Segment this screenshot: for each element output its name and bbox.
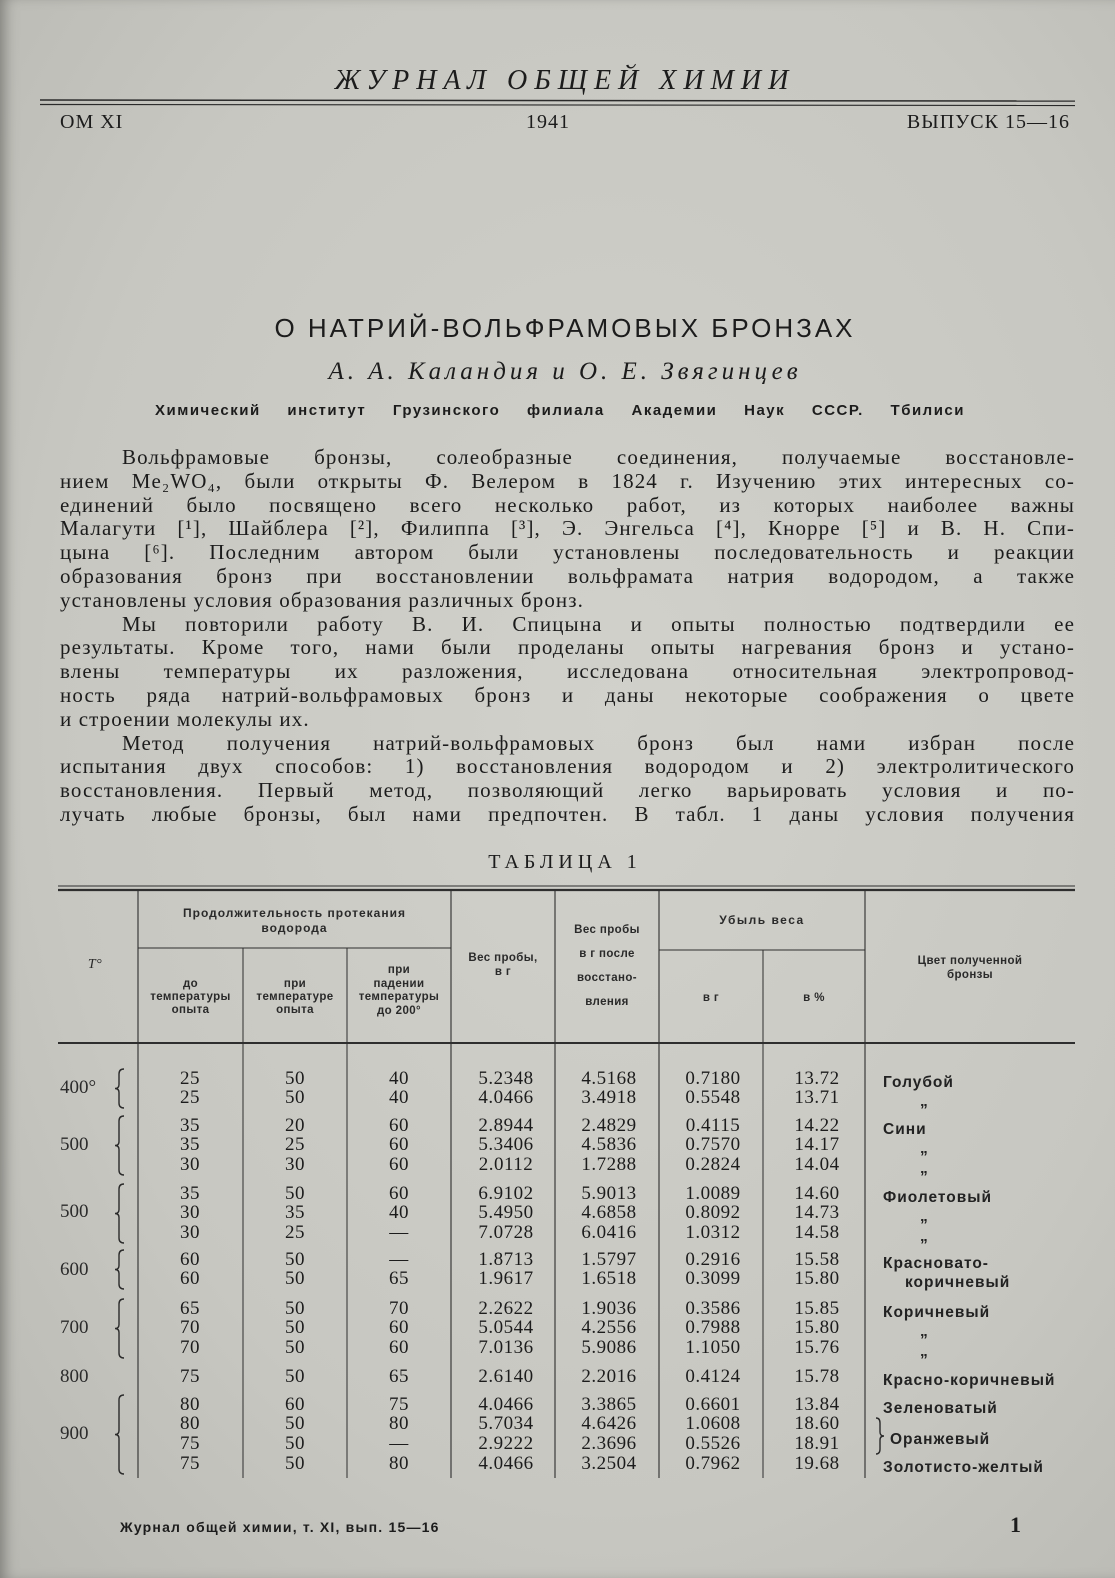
bronze-color-label: Голубой <box>883 1074 954 1091</box>
article-affiliation: Химический институт Грузинского филиала Академии Наук СССР. Тбилиси <box>155 402 965 419</box>
cell-loss-pct: 15.58 <box>794 1249 840 1270</box>
paragraph-line: испытания двух способов: 1) восстановления водородом и 2) электролитического <box>60 754 1075 779</box>
cell-loss-g: 0.4124 <box>685 1366 741 1387</box>
cell-h2-cooling: 60 <box>389 1183 409 1204</box>
header-sample-weight <box>451 951 555 979</box>
cell-h2-at: 50 <box>285 1337 305 1358</box>
cell-sample-weight: 7.0728 <box>478 1222 534 1243</box>
temperature-label: 600 <box>60 1259 89 1280</box>
cell-loss-pct: 14.17 <box>794 1134 840 1155</box>
cell-sample-weight: 4.0466 <box>478 1087 534 1108</box>
ditto-mark: „ <box>920 1228 929 1245</box>
cell-sample-weight: 2.0112 <box>478 1154 534 1175</box>
header-line: Вес пробы, <box>468 952 538 964</box>
cell-weight-after: 1.6518 <box>581 1268 637 1289</box>
header-color <box>865 954 1075 982</box>
bronze-color-label: Оранжевый <box>890 1431 991 1448</box>
journal-title: ЖУРНАЛ ОБЩЕЙ ХИМИИ <box>334 65 796 96</box>
cell-sample-weight: 5.7034 <box>478 1413 534 1434</box>
cell-h2-cooling: 60 <box>389 1134 409 1155</box>
cell-sample-weight: 5.0544 <box>478 1317 534 1338</box>
header-line: вления <box>585 996 629 1008</box>
cell-h2-cooling: 65 <box>389 1366 409 1387</box>
cell-h2-at: 50 <box>285 1087 305 1108</box>
cell-h2-before: 80 <box>180 1394 200 1415</box>
temperature-label: 900 <box>60 1423 89 1444</box>
cell-h2-cooling: 70 <box>389 1298 409 1319</box>
cell-loss-pct: 14.04 <box>794 1154 840 1175</box>
cell-loss-g: 0.4115 <box>685 1115 741 1136</box>
header-line: Цвет полученной <box>917 955 1023 967</box>
cell-h2-at: 50 <box>285 1366 305 1387</box>
header-weight-after <box>555 918 659 1014</box>
cell-weight-after: 6.0416 <box>581 1222 637 1243</box>
cell-h2-before: 75 <box>180 1433 200 1454</box>
cell-h2-before: 70 <box>180 1337 200 1358</box>
article-title: О НАТРИЙ-ВОЛЬФРАМОВЫХ БРОНЗАХ <box>274 313 856 343</box>
paragraph-line: Метод получения натрий-вольфрамовых бронз был нами избран после <box>122 730 1075 755</box>
header-duration-at <box>243 978 347 1017</box>
header-line: падении <box>373 977 425 990</box>
cell-h2-at: 50 <box>285 1317 305 1338</box>
cell-loss-pct: 15.80 <box>794 1317 840 1338</box>
cell-weight-after: 3.3865 <box>581 1394 637 1415</box>
cell-weight-after: 3.2504 <box>581 1453 637 1474</box>
header-duration-group <box>138 906 451 936</box>
cell-h2-cooling: 65 <box>389 1268 409 1289</box>
cell-h2-before: 30 <box>180 1222 200 1243</box>
paragraph-line: влены температуры их разложения, исследована относительная электропровод- <box>60 659 1075 684</box>
issue-label: ВЫПУСК 15—16 <box>906 111 1070 133</box>
temperature-label: 400° <box>60 1077 97 1098</box>
year-label: 1941 <box>526 111 570 133</box>
cell-sample-weight: 5.3406 <box>478 1134 534 1155</box>
header-line: в г после <box>579 948 635 960</box>
cell-loss-g: 0.7180 <box>685 1068 741 1089</box>
cell-weight-after: 2.3696 <box>581 1433 637 1454</box>
cell-h2-cooling: 40 <box>389 1087 409 1108</box>
header-duration-before <box>138 978 243 1017</box>
cell-sample-weight: 2.8944 <box>478 1115 534 1136</box>
paragraph-line: ность ряда натрий-вольфрамовых бронз и даны некоторые соображения о цвете <box>60 682 1075 707</box>
cell-weight-after: 4.5168 <box>581 1068 637 1089</box>
cell-h2-before: 25 <box>180 1068 200 1089</box>
header-line: в г <box>494 966 512 978</box>
cell-loss-pct: 14.60 <box>794 1183 840 1204</box>
temperature-label: 700 <box>60 1317 89 1338</box>
cell-h2-cooling: — <box>389 1249 409 1270</box>
cell-loss-pct: 13.84 <box>794 1394 840 1415</box>
cell-sample-weight: 4.0466 <box>478 1453 534 1474</box>
footer-journal-ref: Журнал общей химии, т. XI, вып. 15—16 <box>120 1519 440 1535</box>
cell-h2-at: 50 <box>285 1298 305 1319</box>
paragraph-line: восстановления. Первый метод, позволяющий легко варьировать условия и по- <box>60 778 1075 803</box>
cell-loss-pct: 18.60 <box>794 1413 840 1434</box>
cell-h2-before: 75 <box>180 1366 200 1387</box>
cell-weight-after: 4.6858 <box>581 1202 637 1223</box>
cell-h2-cooling: 60 <box>389 1337 409 1358</box>
paragraph-line: Мы повторили работу В. И. Спицына и опыты полностью подтвердили ее <box>122 611 1075 636</box>
paragraph-line: Малагути [¹], Шайблера [²], Филиппа [³], Э. Энгельса [⁴], Кнорре [⁵] и В. Н. Спи- <box>60 516 1075 541</box>
ditto-mark: „ <box>920 1323 929 1340</box>
cell-h2-at: 50 <box>285 1268 305 1289</box>
cell-loss-g: 1.0089 <box>685 1183 741 1204</box>
cell-h2-before: 60 <box>180 1268 200 1289</box>
cell-loss-g: 0.8092 <box>685 1202 741 1223</box>
cell-sample-weight: 1.9617 <box>478 1268 534 1289</box>
bronze-color-label: Красно-коричневый <box>883 1372 1056 1389</box>
cell-h2-cooling: — <box>389 1433 409 1454</box>
cell-h2-cooling: 80 <box>389 1453 409 1474</box>
cell-loss-g: 0.7988 <box>685 1317 741 1338</box>
temperature-label: 500 <box>60 1201 89 1222</box>
cell-loss-pct: 13.71 <box>794 1087 840 1108</box>
paragraph-line: установлены условия образования различных бронз. <box>60 587 584 612</box>
header-line: температуре <box>256 991 334 1003</box>
cell-h2-cooling: 80 <box>389 1413 409 1434</box>
cell-loss-g: 0.3586 <box>685 1298 741 1319</box>
cell-weight-after: 4.5836 <box>581 1134 637 1155</box>
cell-loss-pct: 15.85 <box>794 1298 840 1319</box>
cell-loss-pct: 15.76 <box>794 1337 840 1358</box>
cell-sample-weight: 4.0466 <box>478 1394 534 1415</box>
temperature-label: 800 <box>60 1366 89 1387</box>
cell-weight-after: 4.2556 <box>581 1317 637 1338</box>
header-line: температуры <box>358 991 440 1003</box>
cell-loss-pct: 18.91 <box>794 1433 840 1454</box>
header-line: опыта <box>276 1004 314 1016</box>
cell-h2-before: 75 <box>180 1453 200 1474</box>
cell-weight-after: 4.6426 <box>581 1413 637 1434</box>
cell-h2-before: 35 <box>180 1183 200 1204</box>
header-line: Продолжительность протекания <box>183 906 406 920</box>
paragraph-line: нием Me₂WO₄, были открыты Ф. Велером в 1824 г. Изучению этих интересных со- <box>60 468 1075 493</box>
cell-loss-pct: 14.22 <box>794 1115 840 1136</box>
cell-loss-pct: 15.80 <box>794 1268 840 1289</box>
header-loss-pct <box>763 990 865 1006</box>
cell-loss-pct: 19.68 <box>794 1453 840 1474</box>
bronze-color-label: коричневый <box>905 1274 1011 1291</box>
header-line: бронзы <box>946 969 994 981</box>
header-loss-group <box>659 912 865 928</box>
cell-h2-at: 35 <box>285 1202 305 1223</box>
bronze-color-label: Золотисто-желтый <box>883 1459 1044 1476</box>
cell-h2-at: 20 <box>285 1115 305 1136</box>
cell-h2-before: 30 <box>180 1154 200 1175</box>
cell-h2-before: 60 <box>180 1249 200 1270</box>
ditto-mark: „ <box>920 1160 929 1177</box>
header-line: при <box>387 964 411 976</box>
cell-h2-cooling: 60 <box>389 1317 409 1338</box>
header-line: Вес пробы <box>574 924 640 936</box>
cell-h2-before: 80 <box>180 1413 200 1434</box>
cell-h2-at: 50 <box>285 1183 305 1204</box>
article-body <box>60 446 1075 827</box>
cell-sample-weight: 1.8713 <box>478 1249 534 1270</box>
cell-loss-g: 0.3099 <box>685 1268 741 1289</box>
cell-loss-pct: 14.73 <box>794 1202 840 1223</box>
cell-h2-cooling: 75 <box>389 1394 409 1415</box>
cell-weight-after: 1.7288 <box>581 1154 637 1175</box>
header-line: опыта <box>171 1004 210 1016</box>
cell-sample-weight: 7.0136 <box>478 1337 534 1358</box>
ditto-mark: „ <box>920 1093 929 1110</box>
cell-h2-at: 25 <box>285 1134 305 1155</box>
cell-h2-at: 50 <box>285 1413 305 1434</box>
cell-sample-weight: 2.9222 <box>478 1433 534 1454</box>
header-line: Убыль веса <box>719 913 805 927</box>
header-loss-g <box>659 990 763 1006</box>
cell-h2-before: 70 <box>180 1317 200 1338</box>
cell-weight-after: 3.4918 <box>581 1087 637 1108</box>
cell-loss-pct: 14.58 <box>794 1222 840 1243</box>
header-double-rule <box>40 100 1075 106</box>
cell-h2-at: 25 <box>285 1222 305 1243</box>
right-brace-icon <box>876 1418 884 1454</box>
cell-loss-g: 0.6601 <box>685 1394 741 1415</box>
temperature-label: 500 <box>60 1134 89 1155</box>
volume-label: ОМ XI <box>60 111 124 133</box>
cell-h2-at: 30 <box>285 1154 305 1175</box>
cell-loss-g: 1.0312 <box>685 1222 741 1243</box>
cell-loss-pct: 15.78 <box>794 1366 840 1387</box>
header-line: температуры <box>150 991 231 1003</box>
cell-sample-weight: 2.2622 <box>478 1298 534 1319</box>
cell-loss-pct: 13.72 <box>794 1068 840 1089</box>
cell-sample-weight: 2.6140 <box>478 1366 534 1387</box>
cell-weight-after: 2.4829 <box>581 1115 637 1136</box>
header-line: водорода <box>261 921 328 935</box>
cell-sample-weight: 5.2348 <box>478 1068 534 1089</box>
header-line: до <box>182 978 199 990</box>
header-temperature <box>70 955 120 975</box>
cell-sample-weight: 6.9102 <box>478 1183 534 1204</box>
cell-weight-after: 1.5797 <box>581 1249 637 1270</box>
header-line: в % <box>803 992 825 1004</box>
header-line: до 200° <box>376 1004 422 1017</box>
header-line: в г <box>702 992 720 1004</box>
paragraph-line: лучать любые бронзы, был нами предпочтен. В табл. 1 даны условия получения <box>60 801 1075 826</box>
bronze-color-label: Зеленоватый <box>883 1400 998 1417</box>
paragraph-line: цына [⁶]. Последним автором были установлены последовательность и реакции <box>60 540 1075 565</box>
cell-loss-g: 0.5526 <box>685 1433 741 1454</box>
cell-h2-before: 65 <box>180 1298 200 1319</box>
cell-loss-g: 0.5548 <box>685 1087 741 1108</box>
page-number: 1 <box>1010 1512 1021 1537</box>
cell-loss-g: 0.2916 <box>685 1249 741 1270</box>
cell-loss-g: 0.7570 <box>685 1134 741 1155</box>
cell-loss-g: 0.2824 <box>685 1154 741 1175</box>
cell-h2-cooling: 40 <box>389 1068 409 1089</box>
cell-h2-before: 35 <box>180 1134 200 1155</box>
cell-h2-at: 60 <box>285 1394 305 1415</box>
paragraph-line: результаты. Кроме того, нами были проделаны опыты нагревания бронз и устано- <box>60 635 1075 660</box>
ditto-mark: „ <box>920 1208 929 1225</box>
cell-h2-at: 50 <box>285 1068 305 1089</box>
cell-sample-weight: 5.4950 <box>478 1202 534 1223</box>
cell-h2-at: 50 <box>285 1453 305 1474</box>
paragraph-line: образования бронз при восстановлении вольфрамата натрия водородом, а также <box>60 563 1075 588</box>
header-duration-cooling <box>347 964 451 1018</box>
cell-h2-at: 50 <box>285 1433 305 1454</box>
cell-weight-after: 5.9013 <box>581 1183 637 1204</box>
cell-weight-after: 5.9086 <box>581 1337 637 1358</box>
ditto-mark: „ <box>920 1343 929 1360</box>
header-line: T° <box>87 957 103 972</box>
article-authors: А. А. Каландия и О. Е. Звягинцев <box>328 358 802 385</box>
paragraph-line: и строении молекулы их. <box>60 706 310 731</box>
ditto-mark: „ <box>920 1140 929 1157</box>
cell-h2-cooling: 40 <box>389 1202 409 1223</box>
header-line: при <box>283 978 307 990</box>
paragraph-line: Вольфрамовые бронзы, солеобразные соединения, получаемые восстановле- <box>122 445 1075 469</box>
paragraph-line: единений было посвящено всего несколько работ, из которых наиболее важны <box>60 492 1075 517</box>
cell-h2-before: 30 <box>180 1202 200 1223</box>
table-caption: ТАБЛИЦА 1 <box>488 851 642 873</box>
bronze-color-label: Сини <box>883 1121 927 1138</box>
cell-loss-g: 1.1050 <box>685 1337 741 1358</box>
bronze-color-label: Фиолетовый <box>883 1189 993 1206</box>
cell-h2-before: 25 <box>180 1087 200 1108</box>
cell-h2-cooling: 60 <box>389 1154 409 1175</box>
bronze-color-label: Коричневый <box>883 1304 991 1321</box>
cell-h2-at: 50 <box>285 1249 305 1270</box>
cell-loss-g: 0.7962 <box>685 1453 741 1474</box>
header-line: восстано- <box>576 972 637 984</box>
cell-h2-before: 35 <box>180 1115 200 1136</box>
bronze-color-label: Красновато- <box>883 1255 989 1272</box>
cell-weight-after: 1.9036 <box>581 1298 637 1319</box>
cell-h2-cooling: — <box>389 1222 409 1243</box>
cell-weight-after: 2.2016 <box>581 1366 637 1387</box>
cell-loss-g: 1.0608 <box>685 1413 741 1434</box>
cell-h2-cooling: 60 <box>389 1115 409 1136</box>
